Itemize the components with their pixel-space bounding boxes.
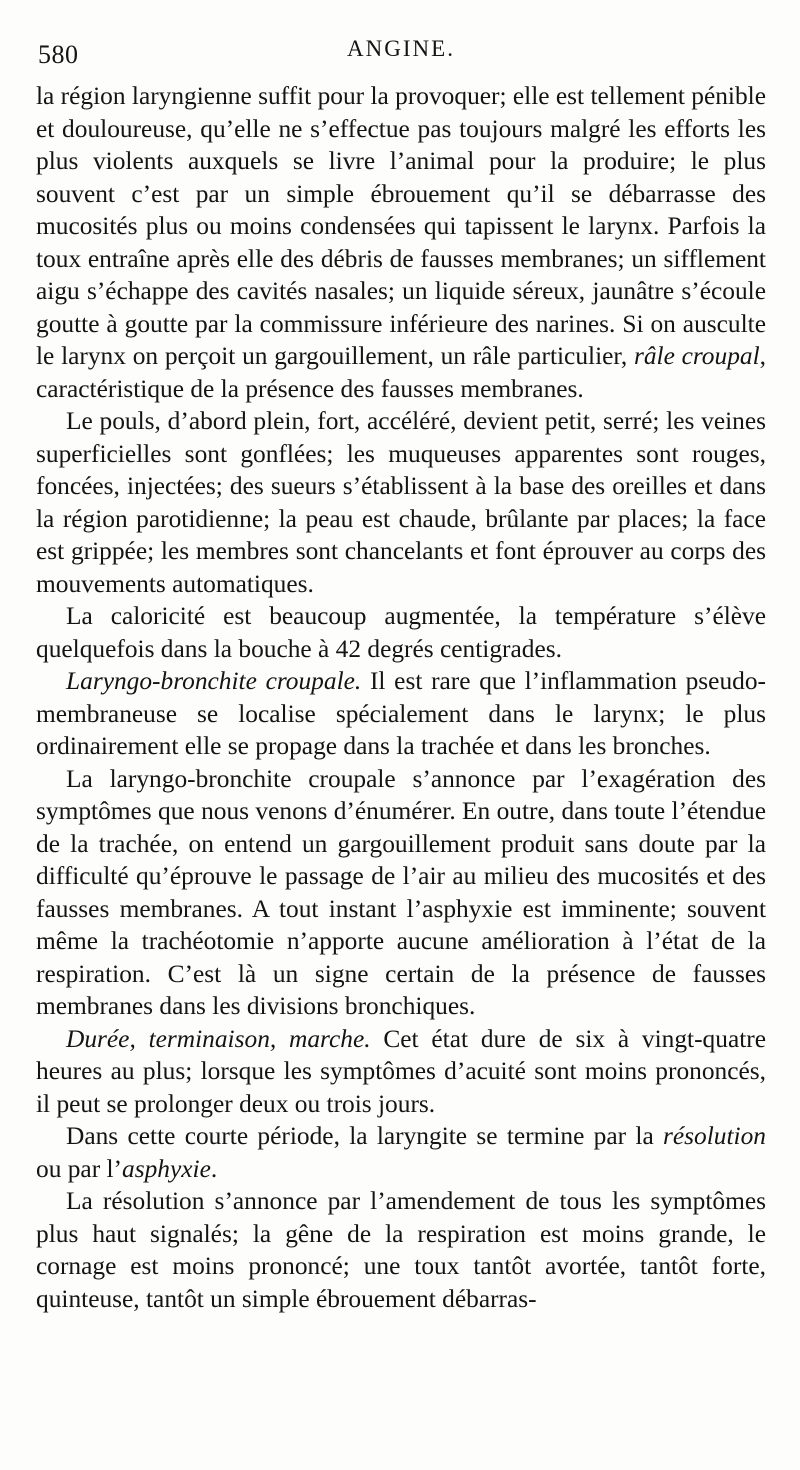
body-text: [36, 80, 766, 1315]
paragraph: [36, 665, 766, 763]
italic-text-run: asphyxie: [122, 1154, 211, 1183]
text-run: , caractéristique de la présence des fausses membranes.: [36, 342, 766, 403]
paragraph: [36, 763, 766, 1023]
paragraph-continued: [36, 80, 766, 405]
italic-text-run: Laryngo-bronchite croupale.: [66, 667, 362, 695]
text-run: Le pouls, d’abord plein, fort, accéléré, devient petit, serré; les veines superficielles sont gonflées; les muqueuses apparentes sont rouges, foncées, injectées; des sueurs s’établissent à la base des oreilles et dans la région parotidienne; la peau est chaude, brûlante par places; la face est grippée; les membres sont chancelants et font éprouver au corps des mouvements automatiques.: [36, 407, 766, 598]
page-number: 580: [38, 40, 79, 69]
text-run: La laryngo-bronchite croupale s’annonce par l’exagération des symptômes que nous venons d’énumérer. En outre, dans toute l’étendue de la trachée, on entend un gargouillement produit sans doute par la difficulté qu’éprouve le passage de l’air au milieu des mucosités et des fausses membranes. A tout instant l’asphyxie est imminente; souvent même la trachéotomie n’apporte aucune amélioration à l’état de la respiration. C’est là un signe certain de la présence de fausses membranes dans les divisions bronchiques.: [36, 764, 766, 1020]
text-run: ou par l’: [36, 1154, 123, 1183]
text-run: La résolution s’annonce par l’amendement de tous les symptômes plus haut signalés; la gêne de la respiration est moins grande, le cornage est moins prononcé; une toux tantôt avortée, tantôt forte, quinteuse, tantôt un simple ébrouement débarras-: [36, 1187, 766, 1313]
running-title: ANGINE.: [347, 36, 455, 61]
running-head: [36, 28, 766, 80]
paragraph: [36, 1023, 766, 1121]
paragraph: [36, 405, 766, 600]
italic-text-run: résolution: [663, 1122, 766, 1150]
paragraph: [36, 600, 766, 665]
italic-text-run: Durée, terminaison, marche.: [66, 1024, 371, 1053]
text-run: Cet état dure de six à vingt-quatre heures au plus; lorsque les symptômes d’acuité sont moins prononcés, il peut se prolonger deux ou trois jours.: [36, 1024, 766, 1118]
text-run: .: [210, 1154, 218, 1183]
text-run: La caloricité est beaucoup augmentée, la température s’élève quelquefois dans la bouche à 42 degrés centigrades.: [36, 602, 766, 663]
text-run: Dans cette courte période, la laryngite se termine par la: [66, 1122, 664, 1150]
text-run: Il est rare que l’inflammation pseudo-membraneuse se localise spécialement dans le larynx; le plus ordinairement elle se propage dans la trachée et dans les bronches.: [36, 667, 766, 760]
italic-text-run: râle croupal: [633, 342, 760, 370]
paragraph: [36, 1120, 766, 1185]
text-run: la région laryngienne suffit pour la provoquer; elle est tellement pénible et douloureuse, qu’elle ne s’effectue pas toujours malgré les efforts les plus violents auxquels se livre l’animal pour la produire; le plus souvent c’est par un simple ébrouement qu’il se débarrasse des mucosités plus ou moins condensées qui tapissent le larynx. Parfois la toux entraîne après elle des débris de fausses membranes; un sifflement aigu s’échappe des cavités nasales; un liquide séreux, jaunâtre s’écoule goutte à goutte par la commissure inférieure des narines. Si on ausculte le larynx on perçoit un gargouillement, un râle particulier,: [36, 82, 766, 370]
paragraph: [36, 1185, 766, 1315]
